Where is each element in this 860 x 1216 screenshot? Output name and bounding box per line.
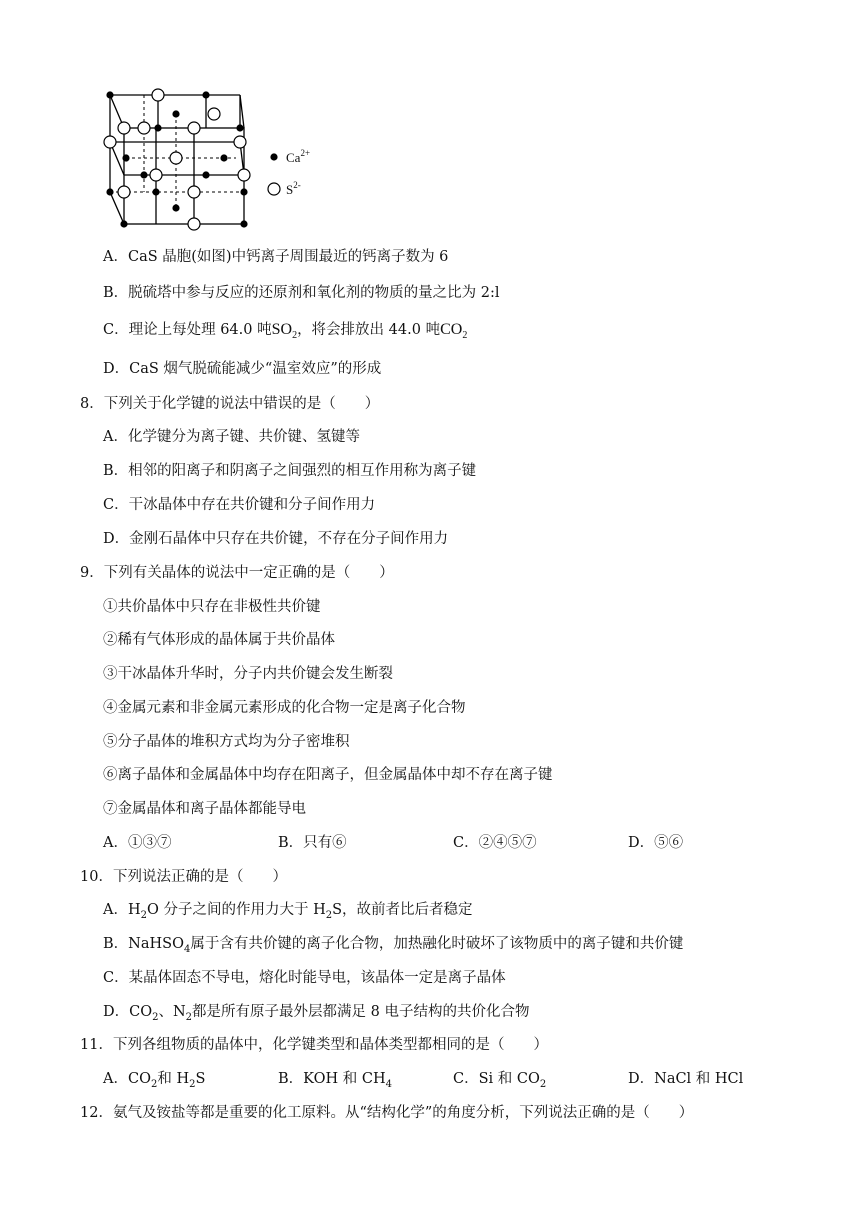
q9-item-7: ⑦金属晶体和离子晶体都能导电 xyxy=(103,801,306,817)
q9-item-3: ③干冰晶体升华时，分子内共价键会发生断裂 xyxy=(103,666,393,682)
q7-option-c xyxy=(103,320,467,346)
q10-option-b: B．NaHSO$_4$属于含有共价键的离子化合物，加热融化时破坏了该物质中的离子键和共价键 xyxy=(103,936,684,955)
q12-stem: 12．氨气及铵盐等都是重要的化工原料。从“结构化学”的角度分析，下列说法正确的是（ ） xyxy=(80,1105,694,1121)
q7-option-b: B．脱硫塔中参与反应的还原剂和氧化剂的物质的量之比为 2:l xyxy=(103,285,500,301)
q9-item-5: ⑤分子晶体的堆积方式均为分子密堆积 xyxy=(103,734,350,750)
q9-item-4: ④金属元素和非金属元素形成的化合物一定是离子化合物 xyxy=(103,700,466,716)
q11-option-d: D．NaCl 和 HCl xyxy=(628,1071,744,1087)
q9-stem: 9．下列有关晶体的说法中一定正确的是（ ） xyxy=(80,565,394,581)
q10-option-a: A．$H_2O$ 分子之间的作用力大于 $H_2S$，故前者比后者稳定 xyxy=(103,902,473,921)
q9-option-c: C．②④⑤⑦ xyxy=(453,835,537,851)
s-legend-circle xyxy=(268,183,280,195)
q8-option-d: D．金刚石晶体中只存在共价键，不存在分子间作用力 xyxy=(103,531,449,547)
q8-option-b: B．相邻的阳离子和阴离子之间强烈的相互作用称为离子键 xyxy=(103,463,477,479)
q11-option-c: C．Si 和 $CO_2$ xyxy=(453,1071,547,1090)
ca-legend-label: $Ca^{2+}$ xyxy=(286,148,311,165)
q11-option-a: A．$CO_2$和 $H_2S$ xyxy=(103,1071,206,1090)
q7-option-d: D．CaS 烟气脱硫能减少“温室效应”的形成 xyxy=(103,361,382,377)
q7-c-so2: $SO_2$ xyxy=(271,321,298,342)
q8-option-c: C．干冰晶体中存在共价键和分子间作用力 xyxy=(103,497,376,513)
q9-option-b: B．只有⑥ xyxy=(278,835,347,851)
q10-option-c: C．某晶体固态不导电，熔化时能导电，该晶体一定是离子晶体 xyxy=(103,970,506,986)
q11-option-b: B．KOH 和 $CH_4$ xyxy=(278,1071,392,1090)
q10-stem: 10．下列说法正确的是（ ） xyxy=(80,869,287,885)
q7-c-mid: ，将会排放出 44.0 吨 xyxy=(297,322,441,338)
q7-c-prefix: C．理论上每处理 64.0 吨 xyxy=(103,322,272,338)
q8-option-a: A．化学键分为离子键、共价键、氢键等 xyxy=(103,429,360,445)
q11-stem: 11．下列各组物质的晶体中，化学键类型和晶体类型都相同的是（ ） xyxy=(80,1037,548,1053)
ca-legend-dot xyxy=(270,153,277,160)
q7-option-a: A．CaS 晶胞(如图)中钙离子周围最近的钙离子数为 6 xyxy=(103,249,449,265)
q9-item-2: ②稀有气体形成的晶体属于共价晶体 xyxy=(103,632,335,648)
q7-c-co2: $CO_2$ xyxy=(440,321,468,342)
s-legend-label: $S^{2-}$ xyxy=(286,180,301,197)
q9-option-a: A．①③⑦ xyxy=(103,835,172,851)
q10-option-d: D．$CO_2$、$N_2$都是所有原子最外层都满足 8 电子结构的共价化合物 xyxy=(103,1004,530,1023)
q9-item-1: ①共价晶体中只存在非极性共价键 xyxy=(103,599,321,615)
q8-stem: 8．下列关于化学键的说法中错误的是（ ） xyxy=(80,396,380,412)
cas-unit-cell-figure xyxy=(96,84,336,234)
q9-option-d: D．⑤⑥ xyxy=(628,835,684,851)
q9-item-6: ⑥离子晶体和金属晶体中均存在阳离子，但金属晶体中却不存在离子键 xyxy=(103,767,553,783)
